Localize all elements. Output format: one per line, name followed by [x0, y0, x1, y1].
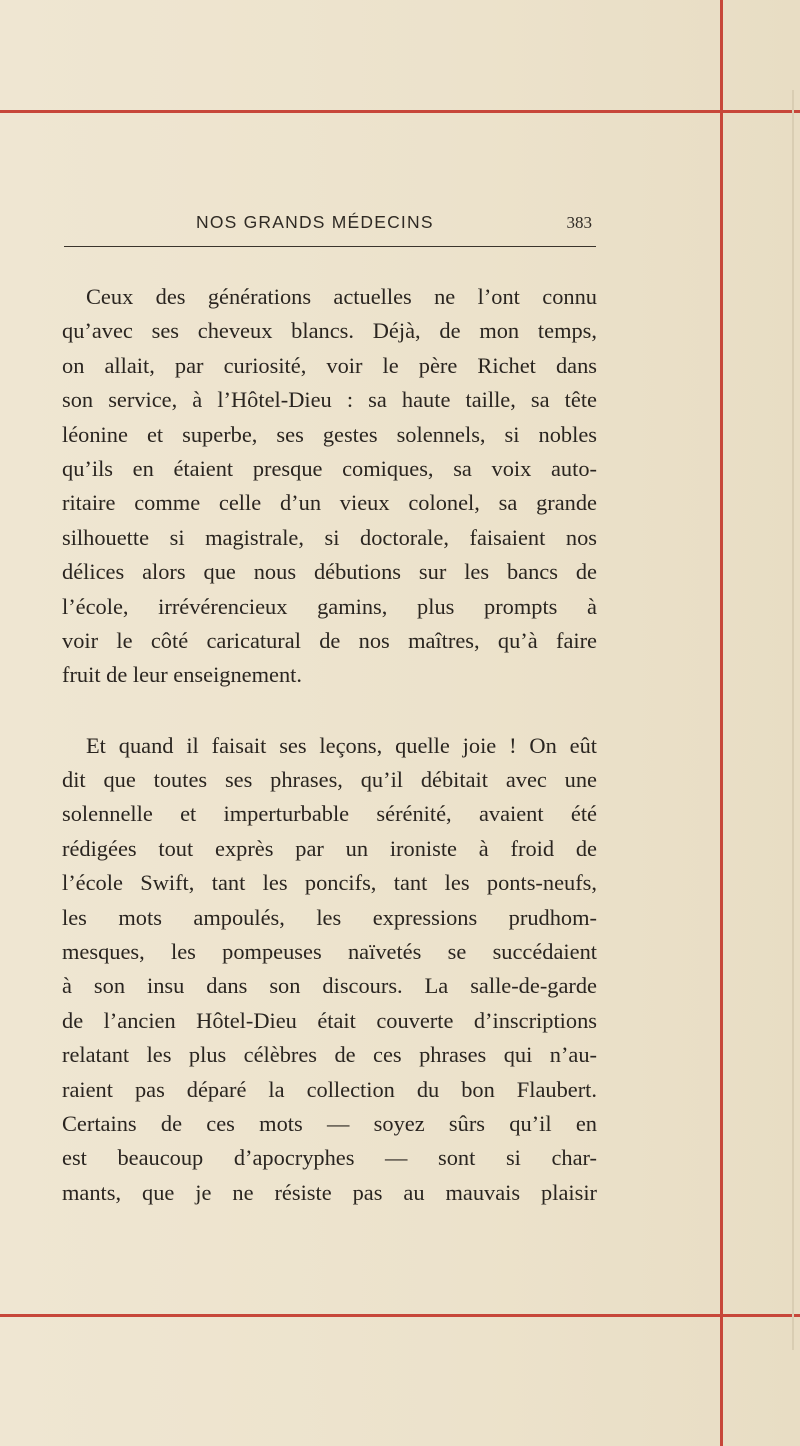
- paragraph: [62, 280, 597, 693]
- paragraph-gap: [62, 693, 597, 729]
- text-line: son service, à l’Hôtel-Dieu : sa haute taille, sa tête: [62, 387, 597, 413]
- text-line: relatant les plus célèbres de ces phrases qui n’au-: [62, 1042, 597, 1068]
- bottom-red-rule: [0, 1314, 800, 1317]
- text-line: léonine et superbe, ses gestes solennels, si nobles: [62, 421, 597, 447]
- right-red-rule: [720, 0, 723, 1446]
- top-red-rule: [0, 110, 800, 113]
- text-line: Et quand il faisait ses leçons, quelle joie ! On eût: [86, 732, 597, 758]
- text-line: on allait, par curiosité, voir le père Richet dans: [62, 352, 597, 378]
- text-line: est beaucoup d’apocryphes — sont si char-: [62, 1145, 597, 1171]
- text-line: Certains de ces mots — soyez sûrs qu’il en: [62, 1110, 597, 1136]
- page-number: 383: [566, 213, 592, 232]
- text-line: raient pas déparé la collection du bon Flaubert.: [62, 1076, 597, 1102]
- body-text: [62, 280, 597, 1210]
- text-line: qu’avec ses cheveux blancs. Déjà, de mon temps,: [62, 318, 597, 344]
- text-line: à son insu dans son discours. La salle-de-garde: [62, 973, 597, 999]
- text-line: rédigées tout exprès par un ironiste à froid de: [62, 835, 597, 861]
- text-line: Ceux des générations actuelles ne l’ont connu: [86, 284, 597, 309]
- paragraph: [62, 729, 597, 1210]
- text-line: voir le côté caricatural de nos maîtres, qu’à faire: [62, 627, 597, 653]
- running-header: [64, 212, 594, 242]
- text-line: délices alors que nous débutions sur les bancs de: [62, 559, 597, 585]
- header-rule: [64, 246, 596, 247]
- text-line: l’école, irrévérencieux gamins, plus prompts à: [62, 593, 597, 619]
- page-edge-shadow: [792, 90, 794, 1350]
- running-title: NOS GRANDS MÉDECINS: [196, 212, 434, 232]
- text-line: dit que toutes ses phrases, qu’il débitait avec une: [62, 767, 597, 793]
- text-line: fruit de leur enseignement.: [62, 662, 302, 688]
- text-line: qu’ils en étaient presque comiques, sa voix auto-: [62, 455, 597, 481]
- text-line: les mots ampoulés, les expressions prudhom-: [62, 904, 597, 930]
- text-line: mants, que je ne résiste pas au mauvais plaisir: [62, 1179, 597, 1205]
- text-line: silhouette si magistrale, si doctorale, faisaient nos: [62, 524, 597, 550]
- text-line: solennelle et imperturbable sérénité, avaient été: [62, 801, 597, 827]
- text-line: mesques, les pompeuses naïvetés se succédaient: [62, 939, 597, 965]
- text-line: l’école Swift, tant les poncifs, tant les ponts-neufs,: [62, 870, 597, 896]
- text-line: ritaire comme celle d’un vieux colonel, sa grande: [62, 490, 597, 516]
- text-line: de l’ancien Hôtel-Dieu était couverte d’inscriptions: [62, 1007, 597, 1033]
